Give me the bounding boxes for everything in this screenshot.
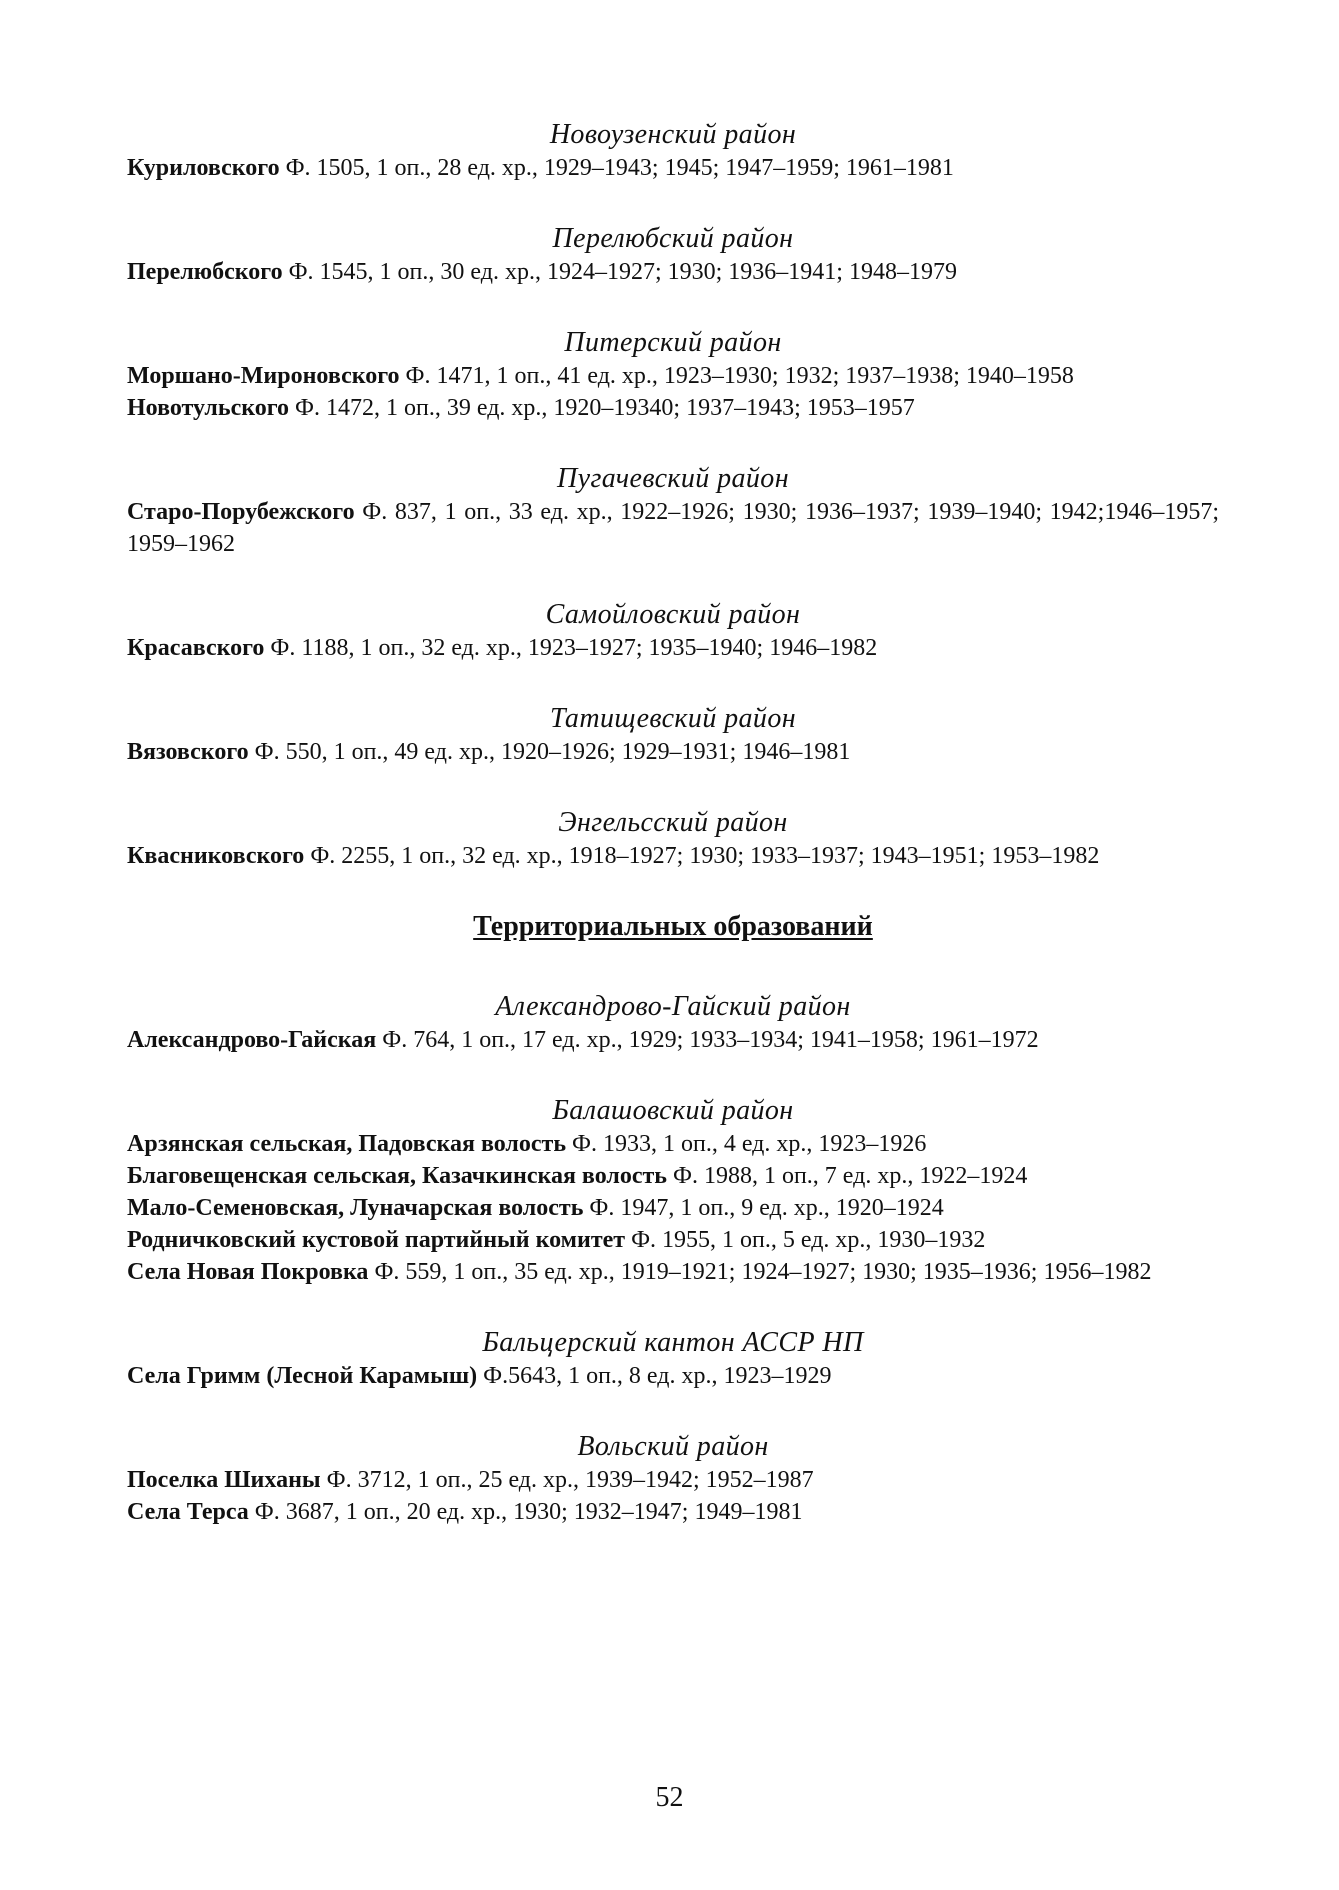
fund-details: Ф. 1947, 1 оп., 9 ед. хр., 1920–1924 xyxy=(589,1195,944,1221)
fund-name: Красавского xyxy=(127,635,265,661)
fund-details: Ф.5643, 1 оп., 8 ед. хр., 1923–1929 xyxy=(483,1363,832,1389)
fund-name: Квасниковского xyxy=(127,843,305,869)
fund-entry xyxy=(127,152,1219,184)
district-section xyxy=(127,702,1219,768)
fund-entry xyxy=(127,496,1219,560)
district-section xyxy=(127,326,1219,424)
fund-entry xyxy=(127,360,1219,392)
district-heading: Балашовский район xyxy=(552,1095,794,1126)
district-section xyxy=(127,1430,1219,1528)
fund-name: Куриловского xyxy=(127,155,280,181)
fund-details: Ф. 1471, 1 оп., 41 ед. хр., 1923–1930; 1932; 1937–1938; 1940–1958 xyxy=(405,363,1074,389)
district-section xyxy=(127,462,1219,560)
fund-name: Александрово-Гайская xyxy=(127,1027,377,1053)
fund-entry xyxy=(127,840,1219,872)
fund-name: Села Терса xyxy=(127,1499,249,1525)
district-section xyxy=(127,222,1219,288)
fund-details: Ф. 1188, 1 оп., 32 ед. хр., 1923–1927; 1935–1940; 1946–1982 xyxy=(270,635,878,661)
fund-entry xyxy=(127,632,1219,664)
fund-details: Ф. 3712, 1 оп., 25 ед. хр., 1939–1942; 1952–1987 xyxy=(326,1467,814,1493)
fund-entry xyxy=(127,1360,1219,1392)
fund-name: Села Гримм (Лесной Карамыш) xyxy=(127,1363,478,1389)
district-heading: Татищевский район xyxy=(549,703,797,734)
fund-details: Ф. 837, 1 оп., 33 ед. хр., 1922–1926; 1930; 1936–1937; 1939–1940; 1942;1946–1957; 1959–1962 xyxy=(127,499,1220,557)
district-heading: Вольский район xyxy=(577,1431,769,1462)
fund-entry xyxy=(127,736,1219,768)
fund-name: Арзянская сельская, Падовская волость xyxy=(127,1131,567,1157)
district-section xyxy=(127,118,1219,184)
group-title: Территориальных образований xyxy=(473,911,873,942)
district-section xyxy=(127,990,1219,1056)
district-section xyxy=(127,598,1219,664)
fund-name: Моршано-Мироновского xyxy=(127,363,400,389)
page-number: 52 xyxy=(655,1782,684,1813)
fund-name: Родничковский кустовой партийный комитет xyxy=(127,1227,626,1253)
district-heading: Самойловский район xyxy=(545,599,801,630)
district-heading: Энгельсский район xyxy=(558,807,788,838)
fund-details: Ф. 1988, 1 оп., 7 ед. хр., 1922–1924 xyxy=(673,1163,1028,1189)
fund-name: Села Новая Покровка xyxy=(127,1259,369,1285)
fund-entry xyxy=(127,1024,1219,1056)
fund-entry xyxy=(127,1128,1219,1160)
fund-name: Благовещенская сельская, Казачкинская волость xyxy=(127,1163,667,1189)
fund-name: Перелюбского xyxy=(127,259,283,285)
fund-entry xyxy=(127,256,1219,288)
fund-name: Новотульского xyxy=(127,395,290,421)
district-heading: Бальцерский кантон АССР НП xyxy=(482,1327,864,1358)
fund-name: Вязовского xyxy=(127,739,249,765)
district-heading: Александрово-Гайский район xyxy=(495,991,851,1022)
fund-entry xyxy=(127,1224,1219,1256)
fund-details: Ф. 1505, 1 оп., 28 ед. хр., 1929–1943; 1945; 1947–1959; 1961–1981 xyxy=(285,155,954,181)
district-section xyxy=(127,1326,1219,1392)
fund-entry xyxy=(127,1256,1219,1288)
district-heading: Перелюбский район xyxy=(552,223,794,254)
fund-entry xyxy=(127,1192,1219,1224)
district-heading: Пугачевский район xyxy=(557,463,789,494)
fund-entry xyxy=(127,1160,1219,1192)
fund-entry xyxy=(127,392,1219,424)
fund-details: Ф. 3687, 1 оп., 20 ед. хр., 1930; 1932–1947; 1949–1981 xyxy=(254,1499,803,1525)
fund-entry xyxy=(127,1496,1219,1528)
fund-details: Ф. 559, 1 оп., 35 ед. хр., 1919–1921; 1924–1927; 1930; 1935–1936; 1956–1982 xyxy=(374,1259,1152,1285)
fund-name: Старо-Порубежского xyxy=(127,499,355,525)
fund-details: Ф. 2255, 1 оп., 32 ед. хр., 1918–1927; 1930; 1933–1937; 1943–1951; 1953–1982 xyxy=(310,843,1100,869)
fund-details: Ф. 1472, 1 оп., 39 ед. хр., 1920–19340; 1937–1943; 1953–1957 xyxy=(295,395,915,421)
fund-details: Ф. 764, 1 оп., 17 ед. хр., 1929; 1933–1934; 1941–1958; 1961–1972 xyxy=(382,1027,1039,1053)
fund-details: Ф. 1545, 1 оп., 30 ед. хр., 1924–1927; 1930; 1936–1941; 1948–1979 xyxy=(288,259,957,285)
fund-details: Ф. 550, 1 оп., 49 ед. хр., 1920–1926; 1929–1931; 1946–1981 xyxy=(254,739,851,765)
district-heading: Новоузенский район xyxy=(549,119,797,150)
fund-details: Ф. 1933, 1 оп., 4 ед. хр., 1923–1926 xyxy=(572,1131,927,1157)
fund-details: Ф. 1955, 1 оп., 5 ед. хр., 1930–1932 xyxy=(631,1227,986,1253)
fund-entry xyxy=(127,1464,1219,1496)
fund-name: Поселка Шиханы xyxy=(127,1467,321,1493)
district-section xyxy=(127,806,1219,872)
fund-name: Мало-Семеновская, Луначарская волость xyxy=(127,1195,584,1221)
district-heading: Питерский район xyxy=(564,327,782,358)
district-section xyxy=(127,1094,1219,1288)
document-page xyxy=(127,118,1219,1566)
